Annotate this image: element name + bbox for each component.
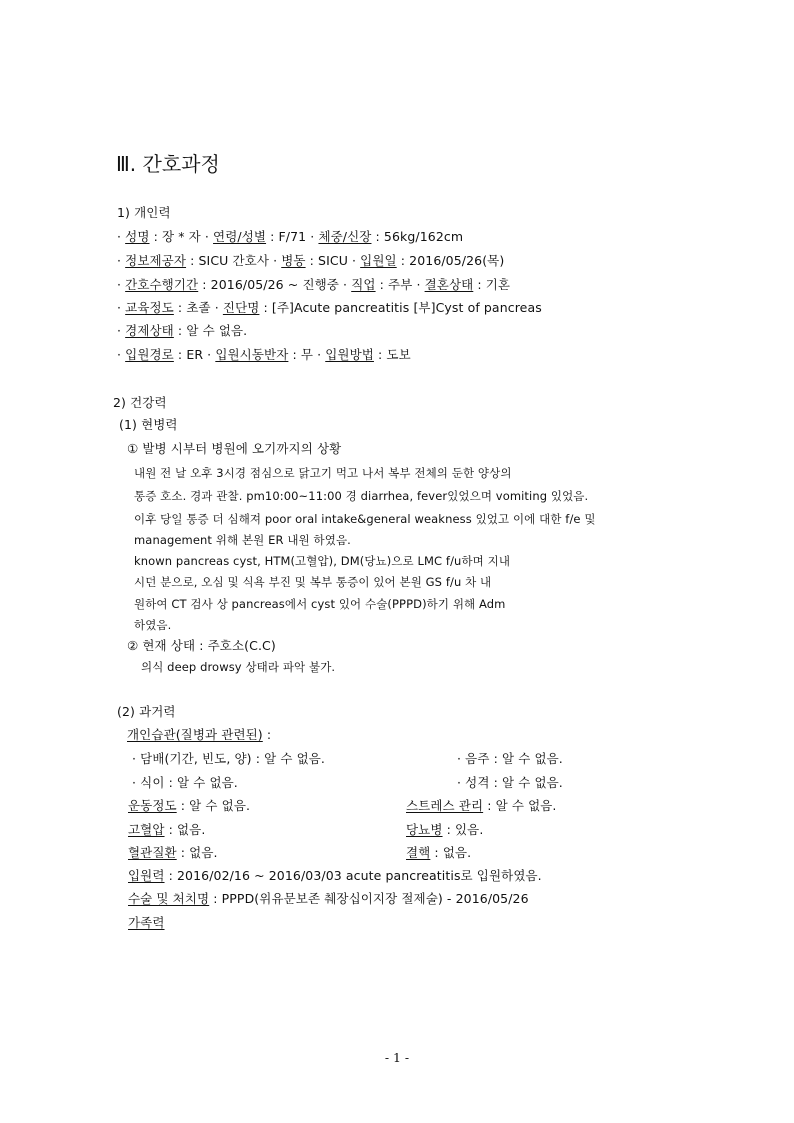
bullet: · — [117, 300, 126, 315]
present-illness-line: 원하여 CT 검사 상 pancreas에서 cyst 있어 수술(PPPD)하기 위해 Adm — [134, 597, 506, 611]
family-history-line — [128, 915, 165, 931]
personality-line: · 성격 : 알 수 없음. — [457, 775, 563, 790]
habits-suffix: : — [262, 727, 272, 742]
tuberculosis-label: 결핵 — [406, 845, 431, 860]
admission-date-value: : 2016/05/26(목) — [396, 253, 505, 268]
ward-label: 병동 — [281, 253, 306, 268]
economic-value: : 알 수 없음. — [173, 323, 248, 338]
stress-line — [406, 798, 557, 814]
present-illness-line: 이후 당일 통증 더 심해져 poor oral intake&general weakness 있었고 이에 대한 f/e 및 — [134, 512, 596, 526]
name-value: : 장 * 자 · — [149, 229, 214, 244]
occupation-label: 직업 — [351, 277, 376, 292]
companion-label: 입원시동반자 — [215, 347, 289, 362]
care-period-label: 간호수행기간 — [125, 277, 199, 292]
exercise-label: 운동정도 — [128, 798, 177, 813]
weight-height-value: : 56kg/162cm — [371, 229, 464, 244]
bullet: · — [117, 277, 126, 292]
past-history-heading: (2) 과거력 — [117, 704, 176, 719]
surgery-label: 수술 및 처치명 — [128, 891, 210, 906]
vascular-label: 혈관질환 — [128, 845, 177, 860]
admission-history-value: : 2016/02/16 ~ 2016/03/03 acute pancreatitis로 입원하였음. — [164, 868, 542, 883]
hypertension-line — [128, 822, 205, 838]
diet-line: · 식이 : 알 수 없음. — [132, 775, 238, 790]
occupation-value: : 주부 · — [375, 277, 425, 292]
personal-history-heading: 1) 개인력 — [117, 205, 171, 220]
economic-label: 경제상태 — [125, 323, 174, 338]
bullet: · — [117, 253, 126, 268]
present-illness-line: 통증 호소. 경과 관찰. pm10:00~11:00 경 diarrhea, fever있었으며 vomiting 있었음. — [134, 489, 589, 503]
admission-history-line — [128, 868, 542, 884]
onset-subheading: ① 발병 시부터 병원에 오기까지의 상황 — [127, 441, 342, 456]
admission-history-label: 입원력 — [128, 868, 165, 883]
ward-value: : SICU · — [305, 253, 361, 268]
marital-label: 결혼상태 — [424, 277, 474, 292]
diabetes-line — [406, 822, 483, 838]
admission-date-label: 입원일 — [360, 253, 397, 268]
section-title: Ⅲ. 간호과정 — [116, 152, 220, 176]
companion-value: : 무 · — [288, 347, 326, 362]
age-sex-label: 연령/성별 — [213, 229, 267, 244]
diagnosis-label: 진단명 — [222, 300, 260, 315]
present-illness-line: 하였음. — [134, 618, 172, 632]
marital-value: : 기혼 — [473, 277, 511, 292]
bullet: · — [117, 323, 126, 338]
diagnosis-value: : [주]Acute pancreatitis [부]Cyst of pancreas — [259, 300, 542, 315]
method-label: 입원방법 — [325, 347, 374, 362]
vascular-value: : 없음. — [176, 845, 218, 860]
surgery-value: : PPPD(위유문보존 췌장십이지장 절제술) - 2016/05/26 — [209, 891, 529, 906]
habits-line — [127, 727, 271, 743]
stress-label: 스트레스 관리 — [406, 798, 484, 813]
personal-line-informant-ward-admission — [117, 253, 504, 269]
tuberculosis-line — [406, 845, 471, 861]
tuberculosis-value: : 없음. — [430, 845, 472, 860]
route-value: : ER · — [173, 347, 216, 362]
stress-value: : 알 수 없음. — [483, 798, 557, 813]
bullet: · — [117, 347, 126, 362]
current-status-subheading: ② 현재 상태 : 주호소(C.C) — [127, 638, 276, 653]
education-label: 교육정도 — [125, 300, 174, 315]
family-history-label: 가족력 — [128, 915, 165, 930]
care-period-value: : 2016/05/26 ~ 진행중 · — [198, 277, 352, 292]
personal-line-name-age-weight — [117, 229, 463, 245]
health-history-heading: 2) 건강력 — [113, 395, 167, 410]
diabetes-label: 당뇨병 — [406, 822, 443, 837]
present-illness-line: 내원 전 날 오후 3시경 점심으로 닭고기 먹고 나서 복부 전체의 둔한 양상의 — [134, 466, 512, 480]
surgery-line — [128, 891, 529, 907]
smoking-line: · 담배(기간, 빈도, 양) : 알 수 없음. — [132, 751, 325, 766]
informant-label: 정보제공자 — [125, 253, 187, 268]
exercise-line — [128, 798, 250, 814]
habits-label: 개인습관(질병과 관련된) — [127, 727, 263, 742]
current-status-line: 의식 deep drowsy 상태라 파악 불가. — [141, 660, 336, 674]
present-illness-line: known pancreas cyst, HTM(고혈압), DM(당뇨)으로 LMC f/u하며 지내 — [134, 554, 511, 568]
personal-line-route-companion-method — [117, 347, 411, 363]
personal-line-period-job-marital — [117, 277, 510, 293]
page-number: - 1 - — [384, 1050, 410, 1065]
exercise-value: : 알 수 없음. — [176, 798, 251, 813]
weight-height-label: 체중/신장 — [318, 229, 372, 244]
name-label: 성명 — [125, 229, 150, 244]
vascular-line — [128, 845, 218, 861]
present-illness-heading: (1) 현병력 — [119, 417, 178, 432]
drinking-line: · 음주 : 알 수 없음. — [457, 751, 563, 766]
diabetes-value: : 있음. — [442, 822, 484, 837]
hypertension-value: : 없음. — [164, 822, 206, 837]
present-illness-line: management 위해 본원 ER 내원 하였음. — [134, 533, 351, 547]
hypertension-label: 고혈압 — [128, 822, 165, 837]
education-value: : 초졸 · — [173, 300, 223, 315]
personal-line-education-diagnosis — [117, 300, 542, 316]
bullet: · — [117, 229, 126, 244]
route-label: 입원경로 — [125, 347, 174, 362]
informant-value: : SICU 간호사 · — [186, 253, 282, 268]
age-sex-value: : F/71 · — [266, 229, 319, 244]
present-illness-line: 시던 분으로, 오심 및 식욕 부진 및 복부 통증이 있어 본원 GS f/u 차 내 — [134, 575, 492, 589]
personal-line-economic — [117, 323, 247, 339]
method-value: : 도보 — [373, 347, 411, 362]
